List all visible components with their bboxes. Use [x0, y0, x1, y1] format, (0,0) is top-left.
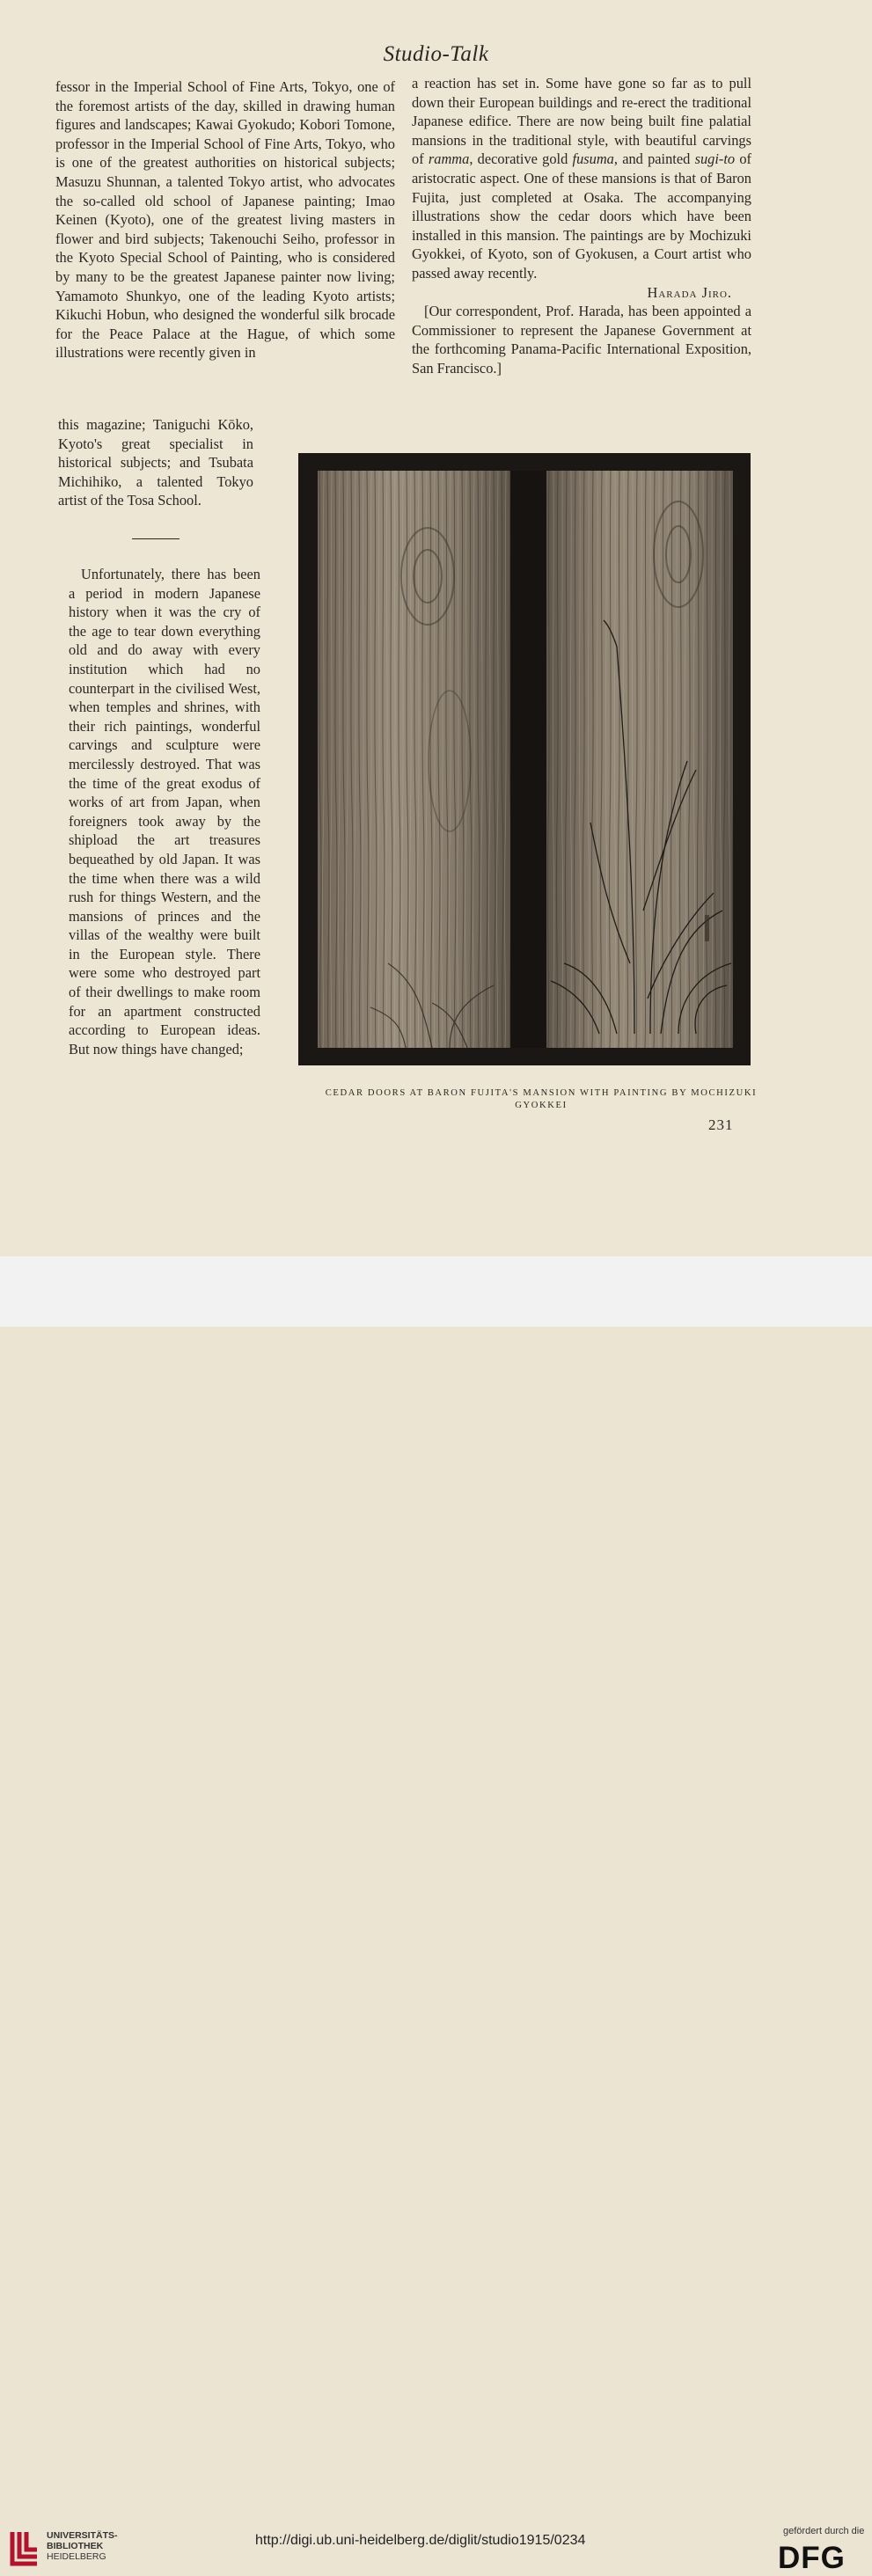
right-door-panel [546, 471, 733, 1048]
left-column-bottom-text [69, 565, 260, 1058]
university-library-logo-icon [7, 2528, 42, 2567]
source-url-link[interactable]: http://digi.ub.uni-heidelberg.de/diglit/studio1915/0234 [255, 2533, 586, 2548]
paragraph-reaction: a reaction has set in. Some have gone so far as to pull down their European buildings and re-erect the traditional Japanese edifice. There are now being built fine palatial mansions in the traditional style, with beautiful carvings of ramma, decorative gold fusuma, and painted sugi-to of aristocratic aspect. One of these mansions is that of Baron Fujita, just completed at Osaka. The accompanying illustrations show the cedar doors which have been installed in this mansion. The paintings are by Mochizuki Gyokkei, of Kyoto, son of Gyokusen, a Court artist who passed away recently. [412, 75, 751, 282]
funded-by-label: gefördert durch die [783, 2526, 865, 2536]
term-sugi-to: sugi-to [694, 150, 736, 168]
left-column-top-text [55, 77, 395, 362]
section-divider [132, 538, 180, 539]
dfg-logo: DFG [778, 2541, 846, 2575]
cedar-doors-photograph [298, 453, 751, 1065]
digitization-footer [0, 1256, 872, 2575]
right-column-text [412, 74, 751, 378]
running-title: Studio-Talk [383, 42, 489, 66]
paragraph-artists-end: this magazine; Taniguchi Kōko, Kyoto's great specialist in historical subjects; and Tsubata Michihiko, a talented Tokyo artist of the Tosa School. [58, 416, 253, 509]
caption-line-1: CEDAR DOORS AT BARON FUJITA'S MANSION WITH PAINTING BY MOCHIZUKI [325, 1088, 758, 1098]
term-ramma: ramma [428, 150, 470, 168]
door-center-frame [510, 471, 546, 1048]
term-fusuma: fusuma [572, 150, 614, 168]
left-door-panel [318, 471, 510, 1048]
author-signature: Harada Jiro. [647, 283, 732, 301]
left-column-narrow-text [58, 415, 253, 510]
figure-caption [290, 1087, 792, 1112]
editor-note: [Our correspondent, Prof. Harada, has been appointed a Commissioner to represent the Japanese Government at the forthcoming Panama-Pacific International Exposition, San Francisco.] [412, 303, 751, 377]
caption-line-2: GYOKKEI [515, 1101, 568, 1110]
magazine-page [0, 0, 872, 1256]
page-number: 231 [708, 1116, 734, 1133]
paragraph-history: Unfortunately, there has been a period in modern Japanese history when it was the cry of the age to tear down everything old and do away with every institution which had no counterpart in the civilised West, when temples and shrines, with their rich paintings, wonderful carvings and sculpture were mercilessly destroyed. That was the time of the great exodus of works of art from Japan, when foreigners took away by the shipload the art treasures bequeathed by old Japan. It was the time when there was a wild rush for things Western, and the mansions of princes and the villas of the wealthy were built in the European style. There were some who destroyed part of their dwellings to make room for an apartment constructed according to European ideas. But now things have changed; [69, 566, 260, 1057]
paragraph-artists-list: fessor in the Imperial School of Fine Arts, Tokyo, one of the foremost artists of the day, skilled in drawing human figures and landscapes; Kawai Gyokudo; Kobori Tomone, professor in the Imperial School of Fine Arts, Tokyo, who is one of the greatest authorities on historical subjects; Masuzu Shunnan, a talented Tokyo artist, who advocates the so-called old school of Japanese painting; Imao Keinen (Kyoto), one of the greatest living masters in flower and bird subjects; Takenouchi Seiho, professor in the Kyoto Special School of Painting, who is considered by many to be the greatest Japanese painter now living; Yamamoto Shunkyo, one of the leading Kyoto artists; Kikuchi Hobun, who designed the wonderful silk brocade for the Peace Palace at the Hague, of which some illustrations were recently given in [55, 78, 395, 362]
library-name: UNIVERSITÄTS- BIBLIOTHEK HEIDELBERG [47, 2530, 118, 2562]
